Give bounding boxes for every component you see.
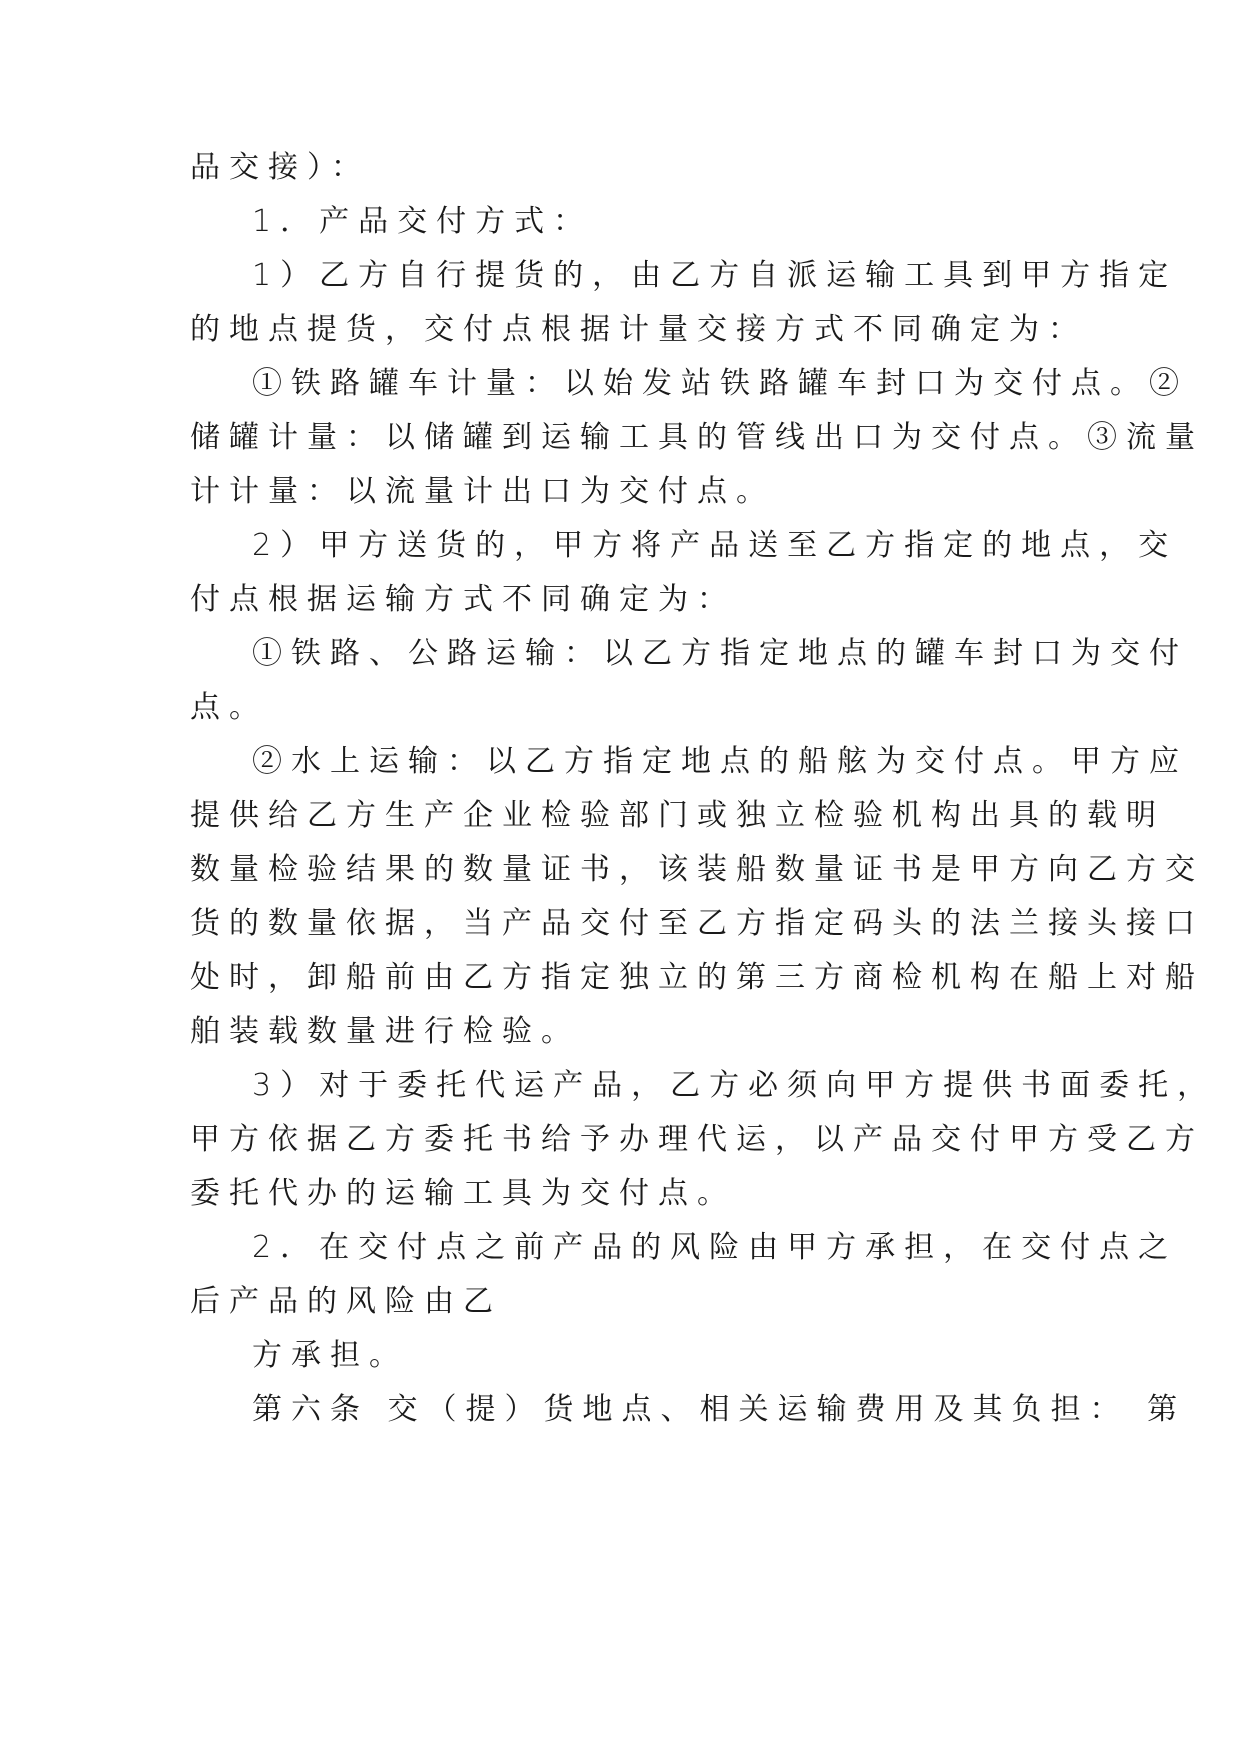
text-line-13: 提供给乙方生产企业检验部门或独立检验机构出具的载明 bbox=[190, 798, 1165, 833]
text-line-20: 委托代办的运输工具为交付点。 bbox=[190, 1176, 736, 1211]
text-line-23: 方承担。 bbox=[252, 1338, 408, 1373]
text-line-7: 计计量：以流量计出口为交付点。 bbox=[190, 474, 775, 509]
text-line-17: 舶装载数量进行检验。 bbox=[190, 1014, 580, 1049]
text-line-22: 后产品的风险由乙 bbox=[190, 1284, 502, 1319]
text-line-10: ①铁路、公路运输：以乙方指定地点的罐车封口为交付 bbox=[252, 636, 1188, 671]
text-line-2: 1．产品交付方式： bbox=[252, 204, 593, 239]
text-line-11: 点。 bbox=[190, 690, 268, 725]
text-line-6: 储罐计量：以储罐到运输工具的管线出口为交付点。③流量 bbox=[190, 420, 1204, 455]
text-line-24: 第六条 交（提）货地点、相关运输费用及其负担： 第 bbox=[252, 1392, 1187, 1427]
text-line-12: ②水上运输：以乙方指定地点的船舷为交付点。甲方应 bbox=[252, 744, 1188, 779]
text-line-14: 数量检验结果的数量证书，该装船数量证书是甲方向乙方交 bbox=[190, 852, 1204, 887]
text-line-3: 1）乙方自行提货的，由乙方自派运输工具到甲方指定 bbox=[252, 258, 1178, 293]
text-line-16: 处时，卸船前由乙方指定独立的第三方商检机构在船上对船 bbox=[190, 960, 1204, 995]
text-line-8: 2）甲方送货的，甲方将产品送至乙方指定的地点，交 bbox=[252, 528, 1178, 563]
text-line-4: 的地点提货，交付点根据计量交接方式不同确定为： bbox=[190, 312, 1087, 347]
text-line-18: 3）对于委托代运产品，乙方必须向甲方提供书面委托， bbox=[252, 1068, 1217, 1103]
text-line-15: 货的数量依据，当产品交付至乙方指定码头的法兰接头接口 bbox=[190, 906, 1204, 941]
text-line-1: 品交接）： bbox=[190, 150, 370, 185]
text-line-5: ①铁路罐车计量：以始发站铁路罐车封口为交付点。② bbox=[252, 366, 1188, 401]
text-line-19: 甲方依据乙方委托书给予办理代运，以产品交付甲方受乙方 bbox=[190, 1122, 1204, 1157]
text-line-21: 2．在交付点之前产品的风险由甲方承担，在交付点之 bbox=[252, 1230, 1178, 1265]
text-line-9: 付点根据运输方式不同确定为： bbox=[190, 582, 736, 617]
